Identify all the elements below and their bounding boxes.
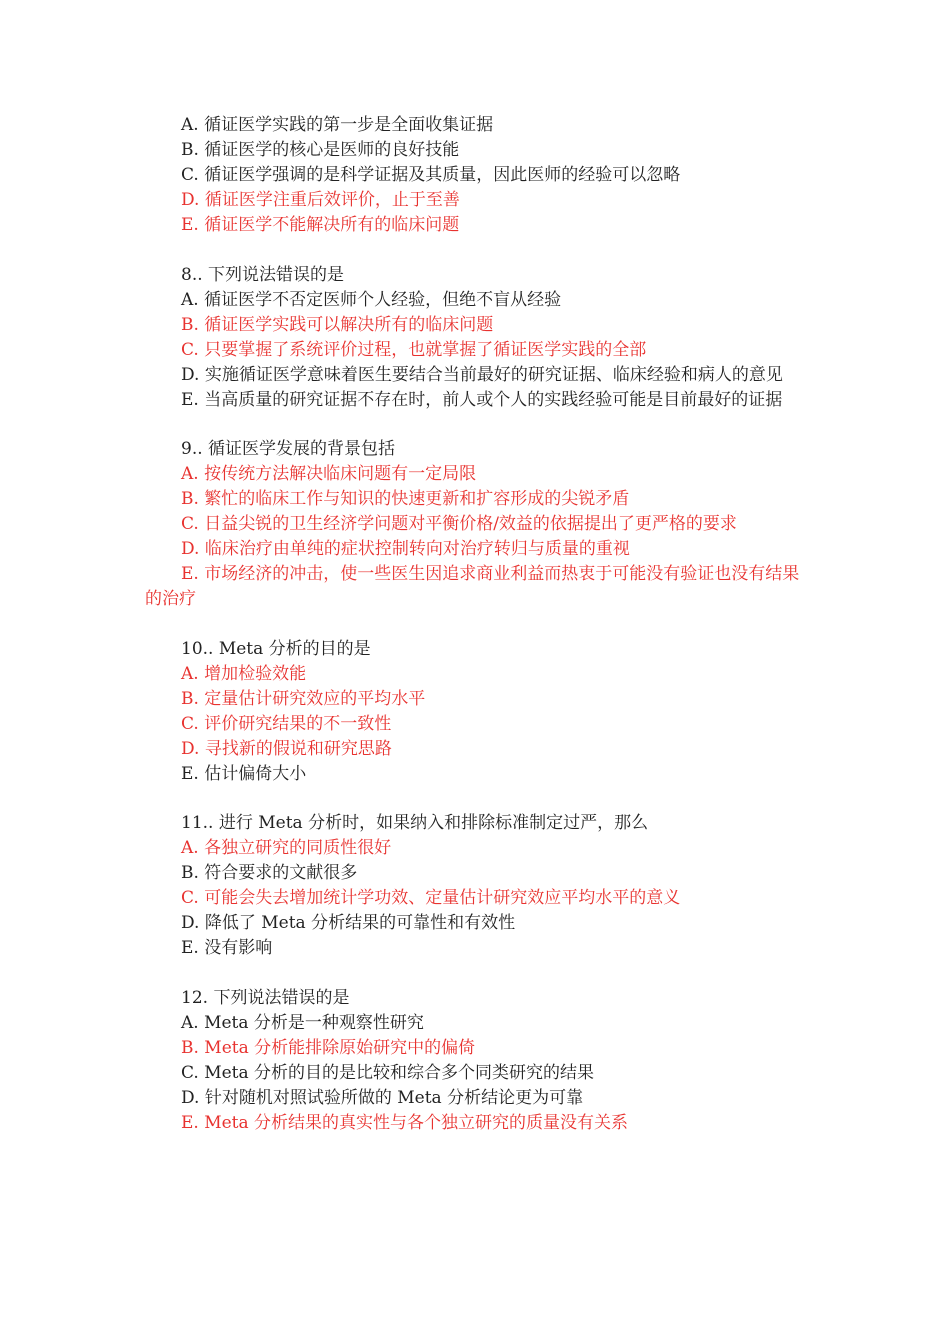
question-block [145,811,810,961]
option-line: A. Meta 分析是一种观察性研究 [181,1012,424,1033]
correct-option: B. 繁忙的临床工作与知识的快速更新和扩容形成的尖锐矛盾 [181,489,630,509]
question-stem: 11.. 进行 Meta 分析时，如果纳入和排除标准制定过严，那么 [181,813,649,833]
correct-option: D. 临床治疗由单纯的症状控制转向对治疗转归与质量的重视 [181,539,630,559]
correct-option: A. 按传统方法解决临床问题有一定局限 [181,464,477,484]
option-line: E. 估计偏倚大小 [181,763,307,784]
correct-option: D. 寻找新的假说和研究思路 [181,738,392,759]
correct-option: D. 循证医学注重后效评价，止于至善 [181,190,460,210]
question-block [145,637,810,787]
option-line: E. 没有影响 [181,938,273,958]
option-line: C. 循证医学强调的是科学证据及其质量，因此医师的经验可以忽略 [181,165,681,185]
option-line: D. 实施循证医学意味着医生要结合当前最好的研究证据、临床经验和病人的意见 [181,364,783,385]
question-stem: 9.. 循证医学发展的背景包括 [181,439,396,459]
correct-option: E. Meta 分析结果的真实性与各个独立研究的质量没有关系 [181,1112,629,1133]
option-line: B. 符合要求的文献很多 [181,863,358,883]
correct-option: E. 市场经济的冲击，使一些医生因追求商业利益而热衷于可能没有验证也没有结果的治疗 [145,564,800,609]
question-block [145,263,810,413]
question-list [145,113,810,1160]
option-line: B. 循证医学的核心是医师的良好技能 [181,140,460,160]
question-block [145,986,810,1136]
question-stem: 10.. Meta 分析的目的是 [181,638,371,659]
option-line: D. 降低了 Meta 分析结果的可靠性和有效性 [181,913,516,933]
option-line: D. 针对随机对照试验所做的 Meta 分析结论更为可靠 [181,1087,584,1108]
option-line: E. 当高质量的研究证据不存在时，前人或个人的实践经验可能是目前最好的证据 [181,389,783,410]
correct-option: A. 增加检验效能 [181,663,307,684]
question-block [145,437,810,612]
correct-option: C. 可能会失去增加统计学功效、定量估计研究效应平均水平的意义 [181,888,681,908]
option-line: A. 循证医学不否定医师个人经验，但绝不盲从经验 [181,289,562,310]
correct-option: C. 只要掌握了系统评价过程，也就掌握了循证医学实践的全部 [181,339,647,360]
correct-option: E. 循证医学不能解决所有的临床问题 [181,215,460,235]
question-block [145,113,810,238]
correct-option: B. 循证医学实践可以解决所有的临床问题 [181,314,494,335]
correct-option: B. 定量估计研究效应的平均水平 [181,688,426,709]
option-line: C. Meta 分析的目的是比较和综合多个同类研究的结果 [181,1062,595,1083]
correct-option: A. 各独立研究的同质性很好 [181,838,392,858]
correct-option: C. 日益尖锐的卫生经济学问题对平衡价格/效益的依据提出了更严格的要求 [181,514,737,534]
option-line: A. 循证医学实践的第一步是全面收集证据 [181,115,494,135]
question-stem: 8.. 下列说法错误的是 [181,264,345,285]
correct-option: B. Meta 分析能排除原始研究中的偏倚 [181,1037,476,1058]
correct-option: C. 评价研究结果的不一致性 [181,713,392,734]
question-stem: 12. 下列说法错误的是 [181,987,350,1008]
